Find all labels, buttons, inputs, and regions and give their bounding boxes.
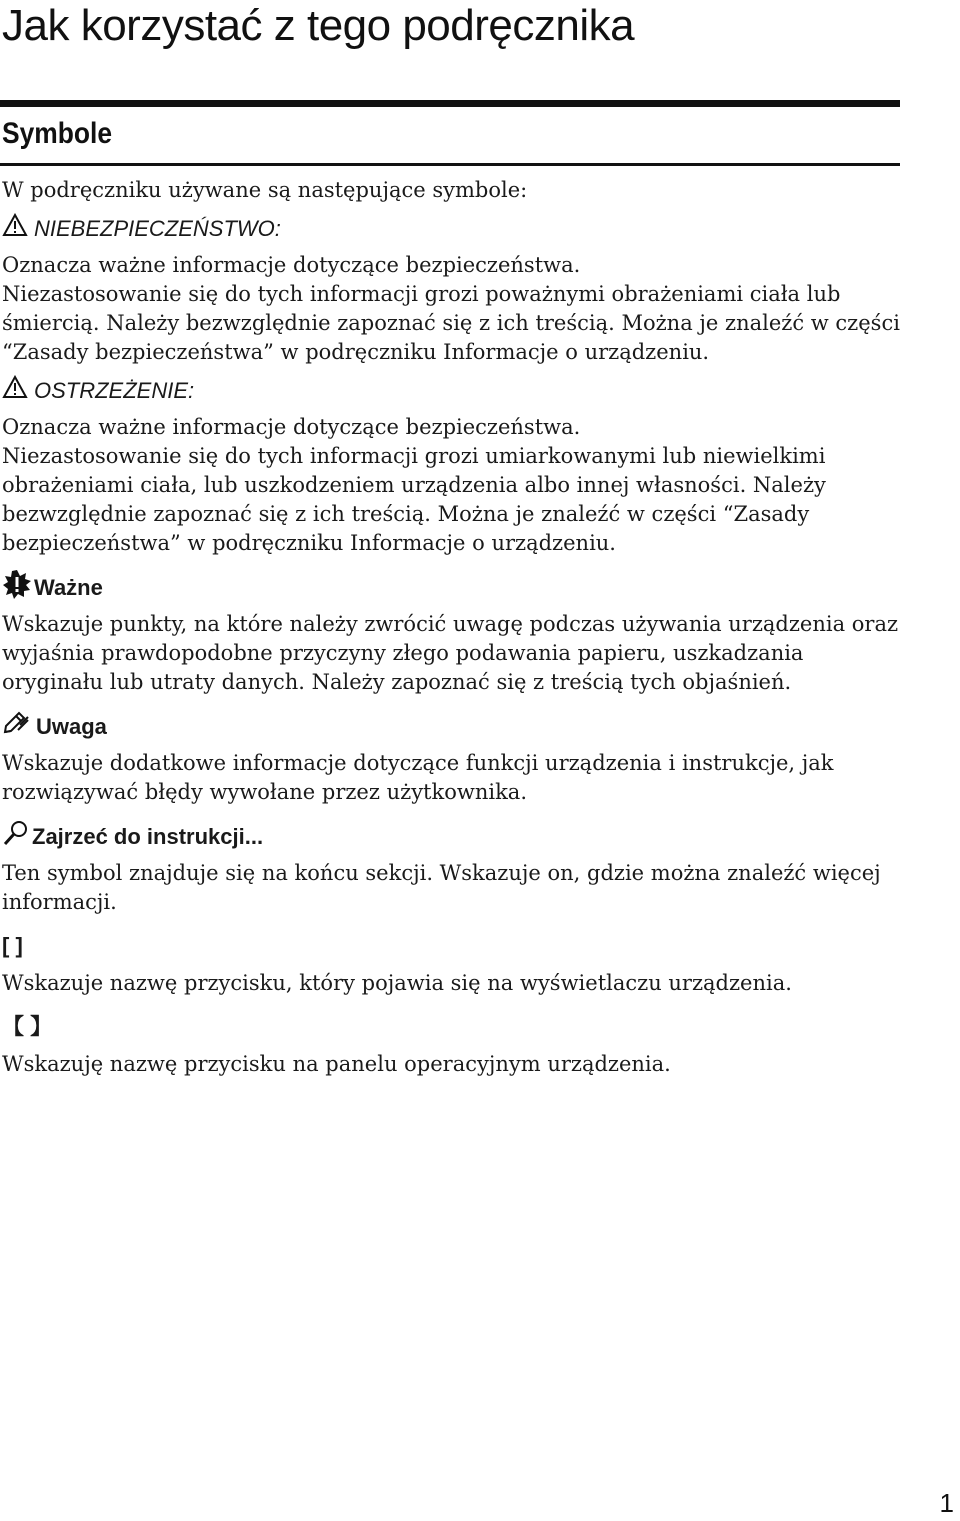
note-heading [2, 711, 902, 741]
intro-text: W podręczniku używane są następujące symbole: [2, 178, 528, 202]
note-text: Wskazuje dodatkowe informacje dotyczące funkcji urządzenia i instrukcje, jak rozwiązywać błędy wywołane przez użytkownika. [2, 751, 834, 804]
caution-label: OSTRZEŻENIE: [34, 377, 195, 403]
caution-heading [2, 375, 902, 405]
section-title: Symbole [2, 117, 113, 150]
caution-text-1: Oznacza ważne informacje dotyczące bezpieczeństwa. [2, 415, 581, 439]
page-number: 1 [939, 1488, 954, 1518]
square-brackets-text: Wskazuje nazwę przycisku, który pojawia się na wyświetlaczu urządzenia. [2, 971, 792, 995]
note-label: Uwaga [36, 713, 107, 739]
title-rule [0, 100, 900, 107]
important-heading [2, 572, 902, 602]
lenticular-brackets-text: Wskazuję nazwę przycisku na panelu operacyjnym urządzenia. [2, 1052, 671, 1076]
reference-text: Ten symbol znajduje się na końcu sekcji. Wskazuje on, gdzie można znaleźć więcej informacji. [2, 861, 881, 914]
danger-text-1: Oznacza ważne informacje dotyczące bezpieczeństwa. [2, 253, 581, 277]
pencil-note-icon [2, 710, 30, 743]
warning-triangle-icon [2, 213, 28, 244]
important-burst-icon [2, 569, 32, 606]
danger-label: NIEBEZPIECZEŃSTWO: [34, 215, 281, 241]
caution-text-2: Niezastosowanie się do tych informacji grozi umiarkowanymi lub niewielkimi obrażeniami ciała, lub uszkodzeniem urządzenia albo innej własności. Należy bezwzględnie zapoznać się z ich treścią. Można je znaleźć w części “Zasady bezpieczeństwa” w podręczniku Informacje o urządzeniu. [2, 444, 826, 555]
lenticular-brackets-symbol: 【 】 [2, 1014, 53, 1039]
content [2, 176, 902, 1079]
danger-heading [2, 213, 902, 243]
square-brackets-symbol: [ ] [2, 933, 23, 958]
danger-text-2: Niezastosowanie się do tych informacji grozi poważnymi obrażeniami ciała lub śmiercią. Należy bezwzględnie zapoznać się z ich treścią. Można je znaleźć w części “Zasady bezpieczeństwa” w podręczniku Informacje o urządzeniu. [2, 282, 900, 364]
section-rule [0, 163, 900, 166]
important-label: Ważne [34, 574, 103, 600]
reference-heading [2, 821, 902, 851]
magnifier-icon [2, 819, 30, 854]
warning-triangle-icon [2, 375, 28, 406]
important-text: Wskazuje punkty, na które należy zwrócić uwagę podczas używania urządzenia oraz wyjaśnia prawdopodobne przyczyny złego podawania papieru, uszkadzania oryginału lub utraty danych. Należy zapoznać się z treścią tych objaśnień. [2, 612, 899, 694]
page-title: Jak korzystać z tego podręcznika [2, 1, 635, 50]
reference-label: Zajrzeć do instrukcji... [32, 823, 264, 849]
